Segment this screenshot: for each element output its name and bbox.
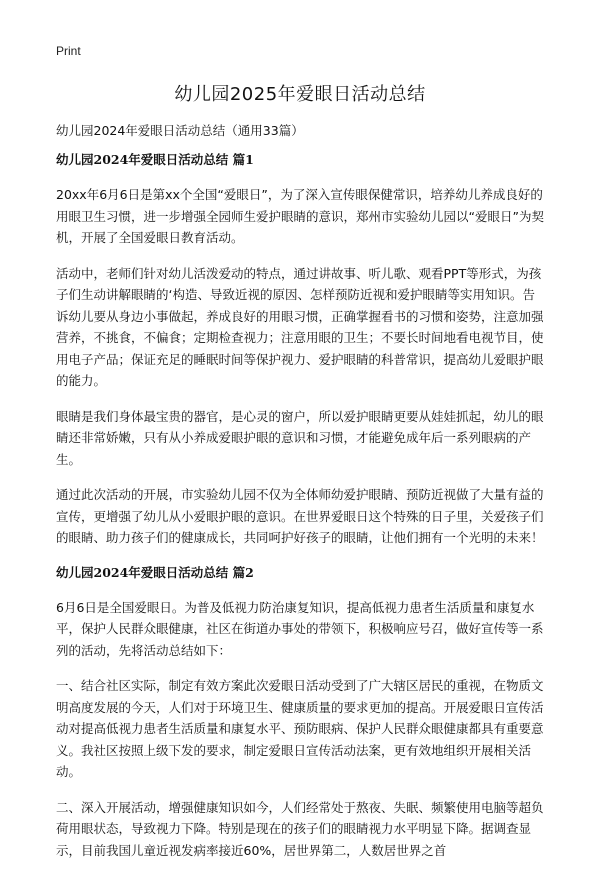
print-link[interactable]: Print (56, 44, 81, 58)
paragraph: 活动中，老师们针对幼儿活泼爱动的特点，通过讲故事、听儿歌、观看PPT等形式，为孩子们生动讲解眼睛的‘构造、导致近视的原因、怎样预防近视和爱护眼睛等实用知识。告诉幼儿要从身边小事做起，养成良好的用眼习惯，正确掌握看书的习惯和姿势，注意加强营养，不挑食，不偏食；定期检查视力；注意用眼的卫生；不要长时间地看电视节目，使用电子产品；保证充足的睡眠时间等保护视力、爱护眼睛的科普常识，提高幼儿爱眼护眼的能力。 (56, 265, 544, 388)
paragraph: 眼睛是我们身体最宝贵的器官，是心灵的窗户，所以爱护眼睛更要从娃娃抓起，幼儿的眼睛还非常娇嫩，只有从小养成爱眼护眼的意识和习惯，才能避免成年后一系列眼病的产生。 (56, 408, 544, 467)
paragraph: 一、结合社区实际，制定有效方案此次爱眼日活动受到了广大辖区居民的重视，在物质文明高度发展的今天，人们对于环境卫生、健康质量的要求更加的提高。开展爱眼日宣传活动对提高低视力患者生活质量和康复水平、预防眼病、保护人民群众眼健康都具有重要意义。我社区按照上级下发的要求，制定爱眼日宣传活动法案，更有效地组织开展相关活动。 (56, 678, 544, 779)
document-subtitle: 幼儿园2024年爱眼日活动总结（通用33篇） (56, 123, 304, 138)
paragraph: 二、深入开展活动，增强健康知识如今，人们经常处于熬夜、失眠、频繁使用电脑等超负荷用眼状态，导致视力下降。特别是现在的孩子们的眼睛视力水平明显下降。据调查显示，目前我国儿童近视发病率接近60%，居世界第二，人数居世界之首 (56, 799, 544, 858)
section-1 (56, 150, 546, 549)
section-heading: 幼儿园2024年爱眼日活动总结 篇1 (56, 152, 254, 167)
page-title: 幼儿园2025年爱眼日活动总结 (174, 84, 426, 105)
paragraph: 通过此次活动的开展，市实验幼儿园不仅为全体师幼爱护眼睛、预防近视做了大量有益的宣传，更增强了幼儿从小爱眼护眼的意识。在世界爱眼日这个特殊的日子里，关爱孩子们的眼睛、助力孩子们的健康成长，共同呵护好孩子的眼睛，让他们拥有一个光明的未来！ (56, 487, 544, 545)
paragraph: 20xx年6月6日是第xx个全国“爱眼日”，为了深入宣传眼保健常识，培养幼儿养成良好的用眼卫生习惯，进一步增强全园师生爱护眼睛的意识，郑州市实验幼儿园以“爱眼日”为契机，开展了全国爱眼日教育活动。 (56, 187, 544, 245)
paragraph: 6月6日是全国爱眼日。为普及低视力防治康复知识，提高低视力患者生活质量和康复水平，保护人民群众眼健康，社区在街道办事处的带领下，积极响应号召，做好宣传等一系列的活动，先将活动总结如下： (56, 599, 544, 658)
document-body (56, 150, 546, 875)
section-heading: 幼儿园2024年爱眼日活动总结 篇2 (56, 564, 254, 580)
section-2 (56, 563, 546, 862)
